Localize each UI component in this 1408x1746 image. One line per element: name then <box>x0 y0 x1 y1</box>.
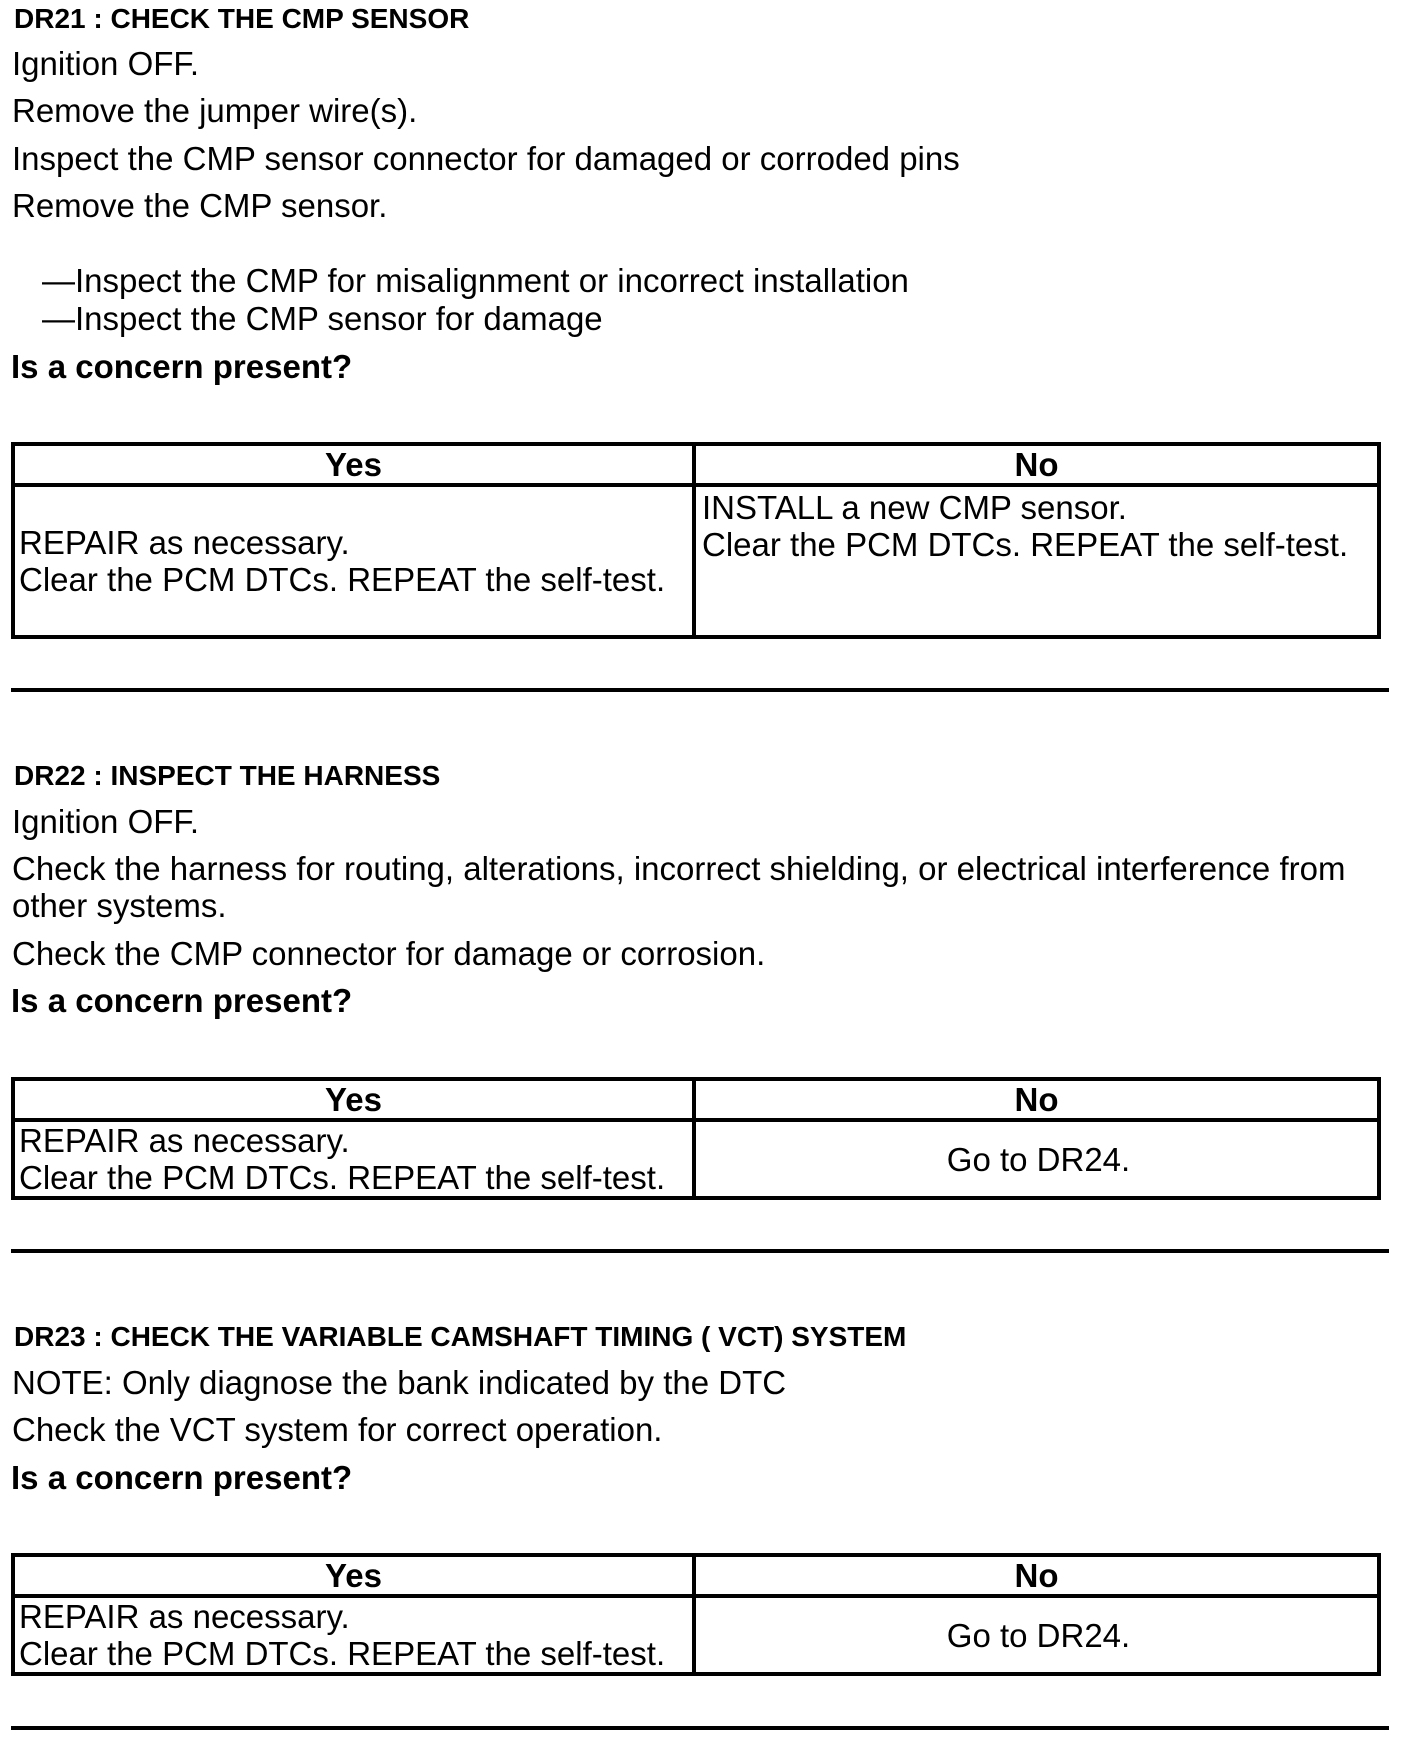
no-header: No <box>694 1079 1379 1120</box>
table-header-row <box>13 444 1379 485</box>
step-text: Check the harness for routing, alterations, incorrect shielding, or electrical interference from other systems. <box>12 850 1346 924</box>
yes-cell-line: Clear the PCM DTCs. REPEAT the self-test. <box>19 1159 666 1196</box>
section-heading: DR22 : INSPECT THE HARNESS <box>14 760 441 791</box>
section-heading: DR21 : CHECK THE CMP SENSOR <box>14 3 470 34</box>
question-text: Is a concern present? <box>11 348 353 385</box>
no-cell-line: INSTALL a new CMP sensor. <box>702 489 1127 526</box>
sub-step-text: —Inspect the CMP sensor for damage <box>42 300 603 337</box>
table-row <box>13 485 1379 637</box>
step-text: Remove the jumper wire(s). <box>12 92 418 129</box>
table-header-row <box>13 1079 1379 1120</box>
step-text: Inspect the CMP sensor connector for damaged or corroded pins <box>12 140 960 177</box>
yes-cell <box>13 1596 694 1674</box>
yes-header: Yes <box>13 1079 694 1120</box>
no-header: No <box>694 1555 1379 1596</box>
yes-cell-line: Clear the PCM DTCs. REPEAT the self-test. <box>19 1635 666 1672</box>
no-cell-line: Clear the PCM DTCs. REPEAT the self-test. <box>702 526 1349 563</box>
table-row <box>13 1596 1379 1674</box>
question-text: Is a concern present? <box>11 1459 353 1496</box>
no-cell <box>694 485 1379 637</box>
step-text: Ignition OFF. <box>12 45 200 82</box>
no-cell <box>694 1120 1379 1198</box>
yes-cell-line: Clear the PCM DTCs. REPEAT the self-test. <box>19 561 666 598</box>
answer-table <box>11 1553 1381 1676</box>
table-header-row <box>13 1555 1379 1596</box>
step-text: Check the VCT system for correct operation. <box>12 1411 663 1448</box>
yes-cell <box>13 1120 694 1198</box>
section-divider <box>11 688 1389 692</box>
yes-header: Yes <box>13 444 694 485</box>
sub-step-text: —Inspect the CMP for misalignment or incorrect installation <box>42 262 909 299</box>
yes-cell-line: REPAIR as necessary. <box>19 524 350 561</box>
yes-cell-line: REPAIR as necessary. <box>19 1122 350 1159</box>
yes-cell <box>13 485 694 637</box>
step-text: Remove the CMP sensor. <box>12 187 388 224</box>
step-text: Check the CMP connector for damage or corrosion. <box>12 935 766 972</box>
section-divider <box>11 1726 1389 1730</box>
no-cell <box>694 1596 1379 1674</box>
step-text: Ignition OFF. <box>12 803 200 840</box>
yes-header: Yes <box>13 1555 694 1596</box>
answer-table <box>11 1077 1381 1200</box>
table-row <box>13 1120 1379 1198</box>
no-header: No <box>694 444 1379 485</box>
question-text: Is a concern present? <box>11 982 353 1019</box>
no-cell-line: Go to DR24. <box>946 1140 1131 1178</box>
section-divider <box>11 1249 1389 1253</box>
yes-cell-line: REPAIR as necessary. <box>19 1598 350 1635</box>
no-cell-line: Go to DR24. <box>946 1616 1131 1654</box>
answer-table <box>11 442 1381 639</box>
step-text: NOTE: Only diagnose the bank indicated by the DTC <box>12 1364 787 1401</box>
section-heading: DR23 : CHECK THE VARIABLE CAMSHAFT TIMING ( VCT) SYSTEM <box>14 1321 907 1352</box>
